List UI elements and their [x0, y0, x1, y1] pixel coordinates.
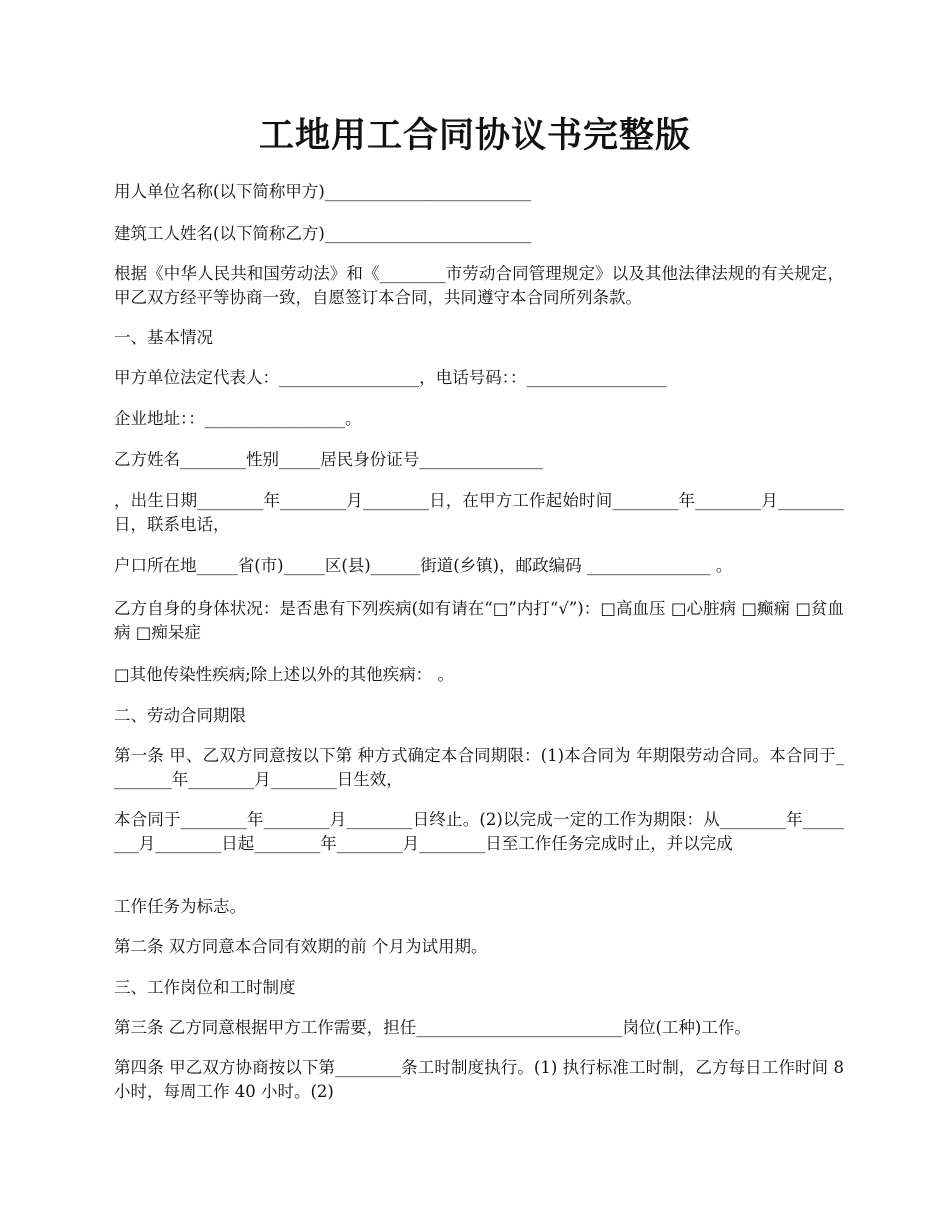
paragraph-household-registration: 户口所在地_____省(市)_____区(县)______街道(乡镇)，邮政编码 _______________ 。	[114, 556, 733, 575]
paragraph-employer-name: 用人单位名称(以下简称甲方)_________________________	[114, 182, 532, 201]
paragraph-health-condition: 乙方自身的身体状况：是否患有下列疾病(如有请在“□”内打“√”)：□高血压 □心脏病 □癫痫 □贫血病 □痴呆症	[114, 599, 844, 642]
paragraph-other-diseases: □其他传染性疾病;除上述以外的其他疾病： 。	[114, 665, 454, 684]
paragraph-company-address: 企业地址：：_________________。	[114, 409, 362, 428]
paragraph-birth-date: ，出生日期________年________月________日，在甲方工作起始时间________年________月________日，联系电话，	[114, 491, 844, 534]
paragraph-article-4: 第四条 甲乙双方协商按以下第________条工时制度执行。(1) 执行标准工时制，乙方每日工作时间 8 小时，每周工作 40 小时。(2)	[114, 1058, 844, 1101]
paragraph-article-3: 第三条 乙方同意根据甲方工作需要，担任_________________________岗位(工种)工作。	[114, 1018, 751, 1037]
paragraph-task-completion: 工作任务为标志。	[114, 897, 246, 916]
section-heading-work-post: 三、工作岗位和工时制度	[114, 978, 296, 997]
paragraph-legal-basis: 根据《中华人民共和国劳动法》和《________市劳动合同管理规定》以及其他法律法规的有关规定，甲乙双方经平等协商一致，自愿签订本合同，共同遵守本合同所列条款。	[114, 264, 844, 307]
section-heading-contract-term: 二、劳动合同期限	[114, 706, 246, 725]
paragraph-article-1: 第一条 甲、乙双方同意按以下第 种方式确定本合同期限：(1)本合同为 年期限劳动合同。本合同于________年________月________日生效，	[114, 746, 844, 789]
section-heading-basic-info: 一、基本情况	[114, 328, 213, 347]
paragraph-article-1-continued: 本合同于________年________月________日终止。(2)以完成一定的工作为期限：从________年________月________日起________年________月________日至工作任务完成时止，并以完成	[114, 810, 844, 853]
paragraph-worker-name: 建筑工人姓名(以下简称乙方)_________________________	[114, 224, 532, 243]
document-title: 工地用工合同协议书完整版	[258, 115, 691, 156]
paragraph-legal-representative: 甲方单位法定代表人：_________________，电话号码：：_________________	[114, 368, 667, 387]
paragraph-article-2: 第二条 双方同意本合同有效期的前 个月为试用期。	[114, 937, 488, 956]
paragraph-worker-identity: 乙方姓名________性别_____居民身份证号_______________	[114, 450, 543, 469]
